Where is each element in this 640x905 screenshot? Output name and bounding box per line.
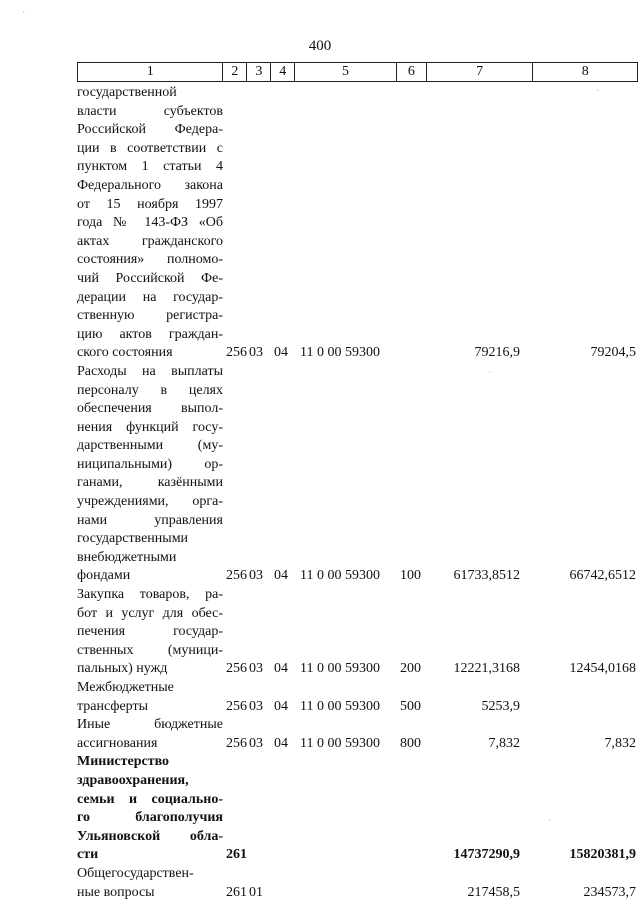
description-line: обеспечения выпол- bbox=[77, 401, 223, 417]
expense-type-code: 800 bbox=[400, 735, 421, 751]
description-line: трансферты bbox=[77, 698, 149, 714]
admin-code: 256 bbox=[226, 698, 247, 714]
header-col-3: 3 bbox=[247, 63, 271, 81]
description-line: дерации на государ- bbox=[77, 289, 223, 305]
target-article-code: 11 0 00 59300 bbox=[300, 345, 380, 361]
table-row bbox=[77, 716, 638, 753]
description-line: ниципальными) ор- bbox=[77, 456, 223, 472]
description-line: нами управления bbox=[77, 512, 223, 528]
description-line: чий Российской Фе- bbox=[77, 270, 223, 286]
target-article-code: 11 0 00 59300 bbox=[300, 661, 380, 677]
description-line: Закупка товаров, ра- bbox=[77, 587, 223, 603]
header-col-8: 8 bbox=[581, 64, 589, 79]
description-line: Министерство bbox=[77, 754, 170, 770]
subsection-code: 04 bbox=[274, 568, 288, 584]
subsection-code: 04 bbox=[274, 698, 288, 714]
description-line: государственными bbox=[77, 531, 189, 547]
description-line: ганами, казёнными bbox=[77, 475, 223, 491]
admin-code: 256 bbox=[226, 568, 247, 584]
section-code: 01 bbox=[249, 884, 263, 900]
description-line: Российской Федера- bbox=[77, 122, 223, 138]
expense-type-code: 500 bbox=[400, 698, 421, 714]
table-row bbox=[77, 363, 638, 586]
description-line: пальных) нужд bbox=[77, 661, 168, 677]
section-code: 03 bbox=[249, 735, 263, 751]
amount-year-1: 61733,8512 bbox=[453, 568, 520, 584]
row-values bbox=[77, 884, 638, 903]
header-col-5: 5 bbox=[295, 63, 397, 81]
description-line: состояния» полномо- bbox=[77, 252, 223, 268]
description-line: государственной bbox=[77, 85, 177, 100]
row-values bbox=[77, 660, 638, 679]
description-line: актах гражданского bbox=[77, 233, 223, 249]
description-line: от 15 ноября 1997 bbox=[77, 196, 223, 212]
scan-speck: · bbox=[548, 816, 552, 827]
description-line: здравоохранения, bbox=[77, 772, 189, 788]
table-row bbox=[77, 586, 638, 679]
amount-year-2: 79204,5 bbox=[590, 345, 636, 361]
description-line: печения государ- bbox=[77, 624, 223, 640]
row-description bbox=[77, 363, 223, 586]
row-description bbox=[77, 84, 223, 363]
amount-year-1: 12221,3168 bbox=[453, 661, 520, 677]
table-row bbox=[77, 753, 638, 865]
admin-code: 261 bbox=[226, 847, 247, 863]
description-line: Иные бюджетные bbox=[77, 717, 223, 733]
section-code: 03 bbox=[249, 661, 263, 677]
table-row bbox=[77, 84, 638, 363]
description-line: Федерального закона bbox=[77, 177, 223, 193]
description-line: персоналу в целях bbox=[77, 382, 223, 398]
description-line: бот и услуг для обес- bbox=[77, 605, 223, 621]
description-line: Расходы на выплаты bbox=[77, 363, 223, 379]
description-line: года № 143-ФЗ «Об bbox=[77, 215, 223, 231]
row-values bbox=[77, 698, 638, 717]
amount-year-2: 12454,0168 bbox=[569, 661, 636, 677]
target-article-code: 11 0 00 59300 bbox=[300, 568, 380, 584]
section-code: 03 bbox=[249, 568, 263, 584]
expense-type-code: 100 bbox=[400, 568, 421, 584]
table-row bbox=[77, 865, 638, 902]
header-col-4: 4 bbox=[271, 63, 295, 81]
description-line: Общегосударствен- bbox=[77, 865, 194, 881]
subsection-code: 04 bbox=[274, 735, 288, 751]
description-line: цию актов граждан- bbox=[77, 326, 223, 342]
amount-year-1: 5253,9 bbox=[481, 698, 520, 714]
amount-year-1: 14737290,9 bbox=[453, 847, 520, 863]
description-line: ственных (муници- bbox=[77, 642, 223, 658]
description-line: фондами bbox=[77, 568, 131, 584]
target-article-code: 11 0 00 59300 bbox=[300, 735, 380, 751]
description-line: ные вопросы bbox=[77, 884, 155, 900]
expense-type-code: 200 bbox=[400, 661, 421, 677]
description-line: го благополучия bbox=[77, 810, 223, 826]
header-col-7: 7 bbox=[427, 63, 534, 81]
description-line: учреждениями, орга- bbox=[77, 494, 223, 510]
table-row bbox=[77, 679, 638, 716]
admin-code: 256 bbox=[226, 661, 247, 677]
admin-code: 261 bbox=[226, 884, 247, 900]
description-line: семьи и социально- bbox=[77, 791, 223, 807]
amount-year-2: 234573,7 bbox=[583, 884, 636, 900]
scan-speck: · bbox=[22, 8, 26, 19]
description-line: ассигнования bbox=[77, 735, 158, 751]
description-line: ственную регистра- bbox=[77, 308, 223, 324]
subsection-code: 04 bbox=[274, 345, 288, 361]
page-number: 400 bbox=[308, 38, 332, 54]
scan-speck: · bbox=[596, 86, 600, 97]
description-line: Ульяновской обла- bbox=[77, 828, 223, 844]
description-line: ции в соответствии с bbox=[77, 140, 223, 156]
description-line: сти bbox=[77, 847, 99, 863]
amount-year-2: 7,832 bbox=[604, 735, 636, 751]
table-body bbox=[77, 84, 638, 902]
header-col-2: 2 bbox=[223, 63, 247, 81]
header-col-6: 6 bbox=[397, 63, 427, 81]
description-line: ского состояния bbox=[77, 345, 173, 361]
amount-year-1: 7,832 bbox=[488, 735, 520, 751]
description-line: дарственными (му- bbox=[77, 438, 223, 454]
row-values bbox=[77, 344, 638, 363]
admin-code: 256 bbox=[226, 735, 247, 751]
subsection-code: 04 bbox=[274, 661, 288, 677]
description-line: Межбюджетные bbox=[77, 680, 174, 695]
row-values bbox=[77, 846, 638, 865]
row-values bbox=[77, 735, 638, 754]
description-line: внебюджетными bbox=[77, 549, 177, 565]
amount-year-1: 217458,5 bbox=[467, 884, 520, 900]
scan-speck: · bbox=[488, 368, 492, 379]
section-code: 03 bbox=[249, 698, 263, 714]
section-code: 03 bbox=[249, 345, 263, 361]
description-line: власти субъектов bbox=[77, 103, 223, 119]
admin-code: 256 bbox=[226, 345, 247, 361]
table-header bbox=[77, 62, 638, 82]
target-article-code: 11 0 00 59300 bbox=[300, 698, 380, 714]
description-line: пунктом 1 статьи 4 bbox=[77, 159, 223, 175]
header-col-1: 1 bbox=[78, 63, 223, 81]
amount-year-2: 15820381,9 bbox=[569, 847, 636, 863]
row-values bbox=[77, 567, 638, 586]
amount-year-2: 66742,6512 bbox=[569, 568, 636, 584]
description-line: нения функций госу- bbox=[77, 419, 223, 435]
amount-year-1: 79216,9 bbox=[474, 345, 520, 361]
